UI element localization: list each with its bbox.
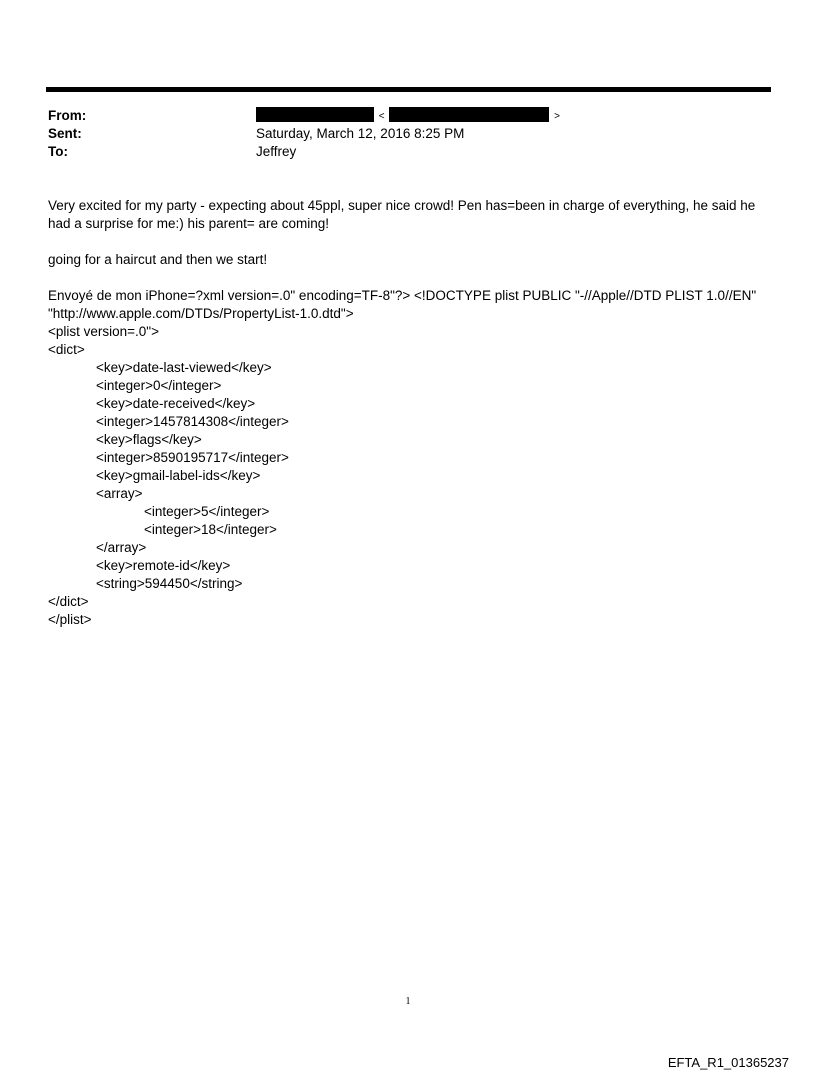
dict-open-line: <dict>	[48, 342, 85, 357]
plist-value-line: <integer>1457814308</integer>	[96, 414, 289, 429]
to-value: Jeffrey	[256, 144, 297, 159]
signature-line-2: "http://www.apple.com/DTDs/PropertyList-1.0.dtd">	[48, 306, 354, 321]
from-close-bracket: >	[554, 111, 560, 122]
from-name-redaction	[256, 107, 374, 122]
plist-close-line: </plist>	[48, 612, 92, 627]
signature-line-1: Envoyé de mon iPhone=?xml version=.0" encoding=TF-8"?> <!DOCTYPE plist PUBLIC "-//Apple//DTD PLIST 1.0//EN"	[48, 288, 757, 303]
plist-key-line: <key>date-last-viewed</key>	[96, 360, 272, 375]
header-divider	[46, 87, 771, 92]
plist-key-line: <key>date-received</key>	[96, 396, 256, 411]
array-item-line: <integer>18</integer>	[144, 522, 277, 537]
plist-open-line: <plist version=.0">	[48, 324, 159, 339]
plist-key-line: <key>flags</key>	[96, 432, 202, 447]
plist-key-line: <key>gmail-label-ids</key>	[96, 468, 261, 483]
dict-close-line: </dict>	[48, 594, 89, 609]
page-number: 1	[405, 996, 411, 1007]
array-close-line: </array>	[96, 540, 147, 555]
plist-value-line: <string>594450</string>	[96, 576, 243, 591]
from-value	[256, 107, 561, 126]
array-item-line: <integer>5</integer>	[144, 504, 270, 519]
sent-label: Sent:	[48, 126, 82, 141]
signature-block	[48, 287, 768, 323]
from-open-bracket: <	[378, 111, 385, 122]
to-label: To:	[48, 144, 68, 159]
plist-key-line: <key>remote-id</key>	[96, 558, 231, 573]
array-open-line: <array>	[96, 486, 143, 501]
plist-value-line: <integer>0</integer>	[96, 378, 222, 393]
from-email-redaction	[389, 107, 549, 122]
sent-value: Saturday, March 12, 2016 8:25 PM	[256, 126, 465, 141]
message-paragraph-2	[48, 251, 768, 269]
message-text-1: Very excited for my party - expecting about 45ppl, super nice crowd! Pen has=been in charge of everything, he said he had a surprise for me:) his parent= are coming!	[48, 198, 756, 231]
message-paragraph-1	[48, 197, 768, 233]
from-label: From:	[48, 108, 87, 123]
plist-value-line: <integer>8590195717</integer>	[96, 450, 289, 465]
message-text-2: going for a haircut and then we start!	[48, 252, 268, 267]
document-id: EFTA_R1_01365237	[667, 1055, 789, 1070]
